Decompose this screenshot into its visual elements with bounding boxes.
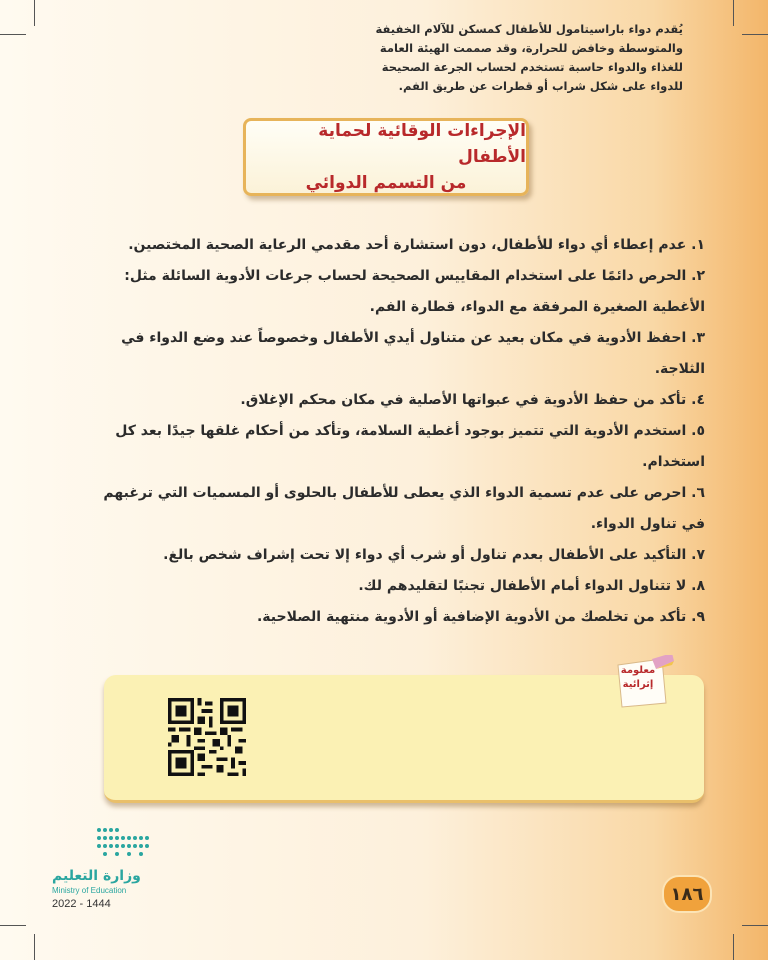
crop-mark: [34, 0, 35, 26]
badge-line2: إثرائية: [622, 679, 654, 690]
qr-code-icon[interactable]: [168, 698, 246, 776]
prevention-list: [80, 230, 705, 633]
list-item: ٣. احفظ الأدوية في مكان بعيد عن متناول أيدي الأطفال وخصوصاً عند وضع الدواء في الثلاجة.: [121, 330, 705, 377]
crop-mark: [0, 34, 26, 35]
page-number: ١٨٦: [662, 875, 712, 913]
enrichment-info-text: يُقدم دواء باراسيتامول للأطفال كمسكن للآلام الخفيفة والمتوسطة وخافض للحرارة، وقد صممت الهيئة العامة للغذاء والدواء حاسبة تستخدم لحساب الجرعة الصحيحة للدواء على شكل شراب أو قطرات عن طريق الفم.: [375, 22, 683, 93]
ministry-name-english: Ministry of Education: [52, 886, 127, 895]
section-title-box: [243, 118, 529, 196]
list-item: ٥. استخدم الأدوية التي تتميز بوجود أغطية السلامة، وتأكد من أحكام غلقها جيدًا بعد كل استخدام.: [115, 423, 705, 470]
ministry-name-arabic: وزارة التعليم: [52, 868, 141, 884]
crop-mark: [34, 934, 35, 960]
crop-mark: [0, 925, 26, 926]
crop-mark: [733, 934, 734, 960]
list-item: ١. عدم إعطاء أي دواء للأطفال، دون استشارة أحد مقدمي الرعاية الصحية المختصين.: [128, 237, 705, 253]
list-item: ٦. احرص على عدم تسمية الدواء الذي يعطى للأطفال بالحلوى أو المسميات التي ترغبهم في تناول الدواء.: [103, 485, 705, 532]
section-title-line1: الإجراءات الوقائية لحماية الأطفال: [318, 121, 526, 167]
list-item: ٢. الحرص دائمًا على استخدام المقاييس الصحيحة لحساب جرعات الأدوية السائلة مثل: الأغطية الصغيرة المرفقة مع الدواء، قطارة الفم.: [124, 268, 705, 315]
edition-year: 2022 - 1444: [52, 898, 111, 910]
list-item: ٨. لا تتناول الدواء أمام الأطفال تجنبًا لتقليدهم لك.: [358, 578, 705, 594]
section-title-line2: من التسمم الدوائي: [305, 173, 467, 193]
list-item: ٧. التأكيد على الأطفال بعدم تناول أو شرب أي دواء إلا تحت إشراف شخص بالغ.: [163, 547, 705, 563]
badge-line1: معلومة: [620, 665, 656, 676]
list-item: ٤. تأكد من حفظ الأدوية في عبواتها الأصلية في مكان محكم الإغلاق.: [240, 392, 705, 408]
crop-mark: [742, 925, 768, 926]
crop-mark: [733, 0, 734, 26]
crop-mark: [742, 34, 768, 35]
enrichment-badge-label: [610, 664, 666, 692]
list-item: ٩. تأكد من تخلصك من الأدوية الإضافية أو الأدوية منتهية الصلاحية.: [256, 609, 705, 625]
ministry-logo-icon: [95, 826, 155, 860]
